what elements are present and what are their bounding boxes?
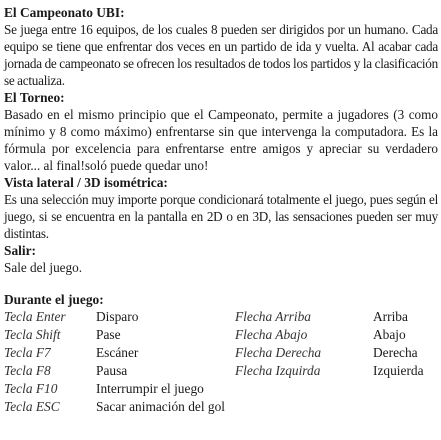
section-body: Se juega entre 16 equipos, de los cuales 8 pueden ser dirigidos por un humano. Cada equipo se tiene que enfrentar dos veces en un partido de ida y vuelta. Al acabar cada jornada de campeonato se ofrecen los resultados de todos los partidos y la clasificación se actualiza. xyxy=(4,22,438,88)
spacer xyxy=(4,276,438,291)
section-title: El Campeonato UBI: xyxy=(4,5,125,20)
section-body: Sale del juego. xyxy=(4,260,83,275)
controls-title: Durante el juego: xyxy=(4,292,104,307)
section-title: Salir: xyxy=(4,243,36,258)
control-action: Pase xyxy=(96,327,121,342)
section-campeonato xyxy=(4,4,438,89)
control-action: Abajo xyxy=(373,327,406,342)
controls-right-keys xyxy=(235,308,321,380)
controls-left-keys xyxy=(4,308,66,416)
control-action: Pausa xyxy=(96,363,128,378)
manual-page xyxy=(4,4,438,426)
control-action: Arriba xyxy=(373,309,408,324)
control-key: Tecla F8 xyxy=(4,363,51,378)
control-key: Flecha Arriba xyxy=(235,309,311,324)
section-controls xyxy=(4,291,438,426)
control-key: Flecha Derecha xyxy=(235,345,322,360)
control-action: Interrumpir el juego xyxy=(96,381,204,396)
control-action: Disparo xyxy=(96,309,139,324)
control-key: Tecla Enter xyxy=(4,309,66,324)
section-body: Basado en el mismo principio que el Campeonato, permite a jugadores (3 como mínimo y 8 como máximo) enfrentarse sin que intervenga la computadora. Es la fórmula por excelencia para enfrentarse entre amigos y apreciar su verdadero valor... al final!soló puede quedar uno! xyxy=(4,107,438,173)
control-action: Izquierda xyxy=(373,363,424,378)
section-body: Es una selección muy importe porque condicionará totalmente el juego, pues según el juego, si se encuentra en la pantalla en 2D o en 3D, las sensaciones pueden ser muy distintas. xyxy=(4,192,438,241)
section-torneo xyxy=(4,89,438,174)
control-key: Flecha Abajo xyxy=(235,327,308,342)
control-action: Sacar animación del gol xyxy=(96,399,226,414)
control-action: Derecha xyxy=(373,345,418,360)
controls-table xyxy=(4,308,438,426)
controls-right-actions xyxy=(373,308,424,380)
control-key: Tecla Shift xyxy=(4,327,61,342)
section-title: El Torneo: xyxy=(4,90,65,105)
control-key: Tecla F7 xyxy=(4,345,51,360)
control-key: Tecla F10 xyxy=(4,381,58,396)
section-title: Vista lateral / 3D isométrica: xyxy=(4,175,168,190)
section-salir xyxy=(4,242,438,276)
control-key: Tecla ESC xyxy=(4,399,60,414)
control-key: Flecha Izquirda xyxy=(235,363,321,378)
controls-left-actions xyxy=(96,308,225,416)
control-action: Escáner xyxy=(96,345,139,360)
section-vista xyxy=(4,174,438,242)
